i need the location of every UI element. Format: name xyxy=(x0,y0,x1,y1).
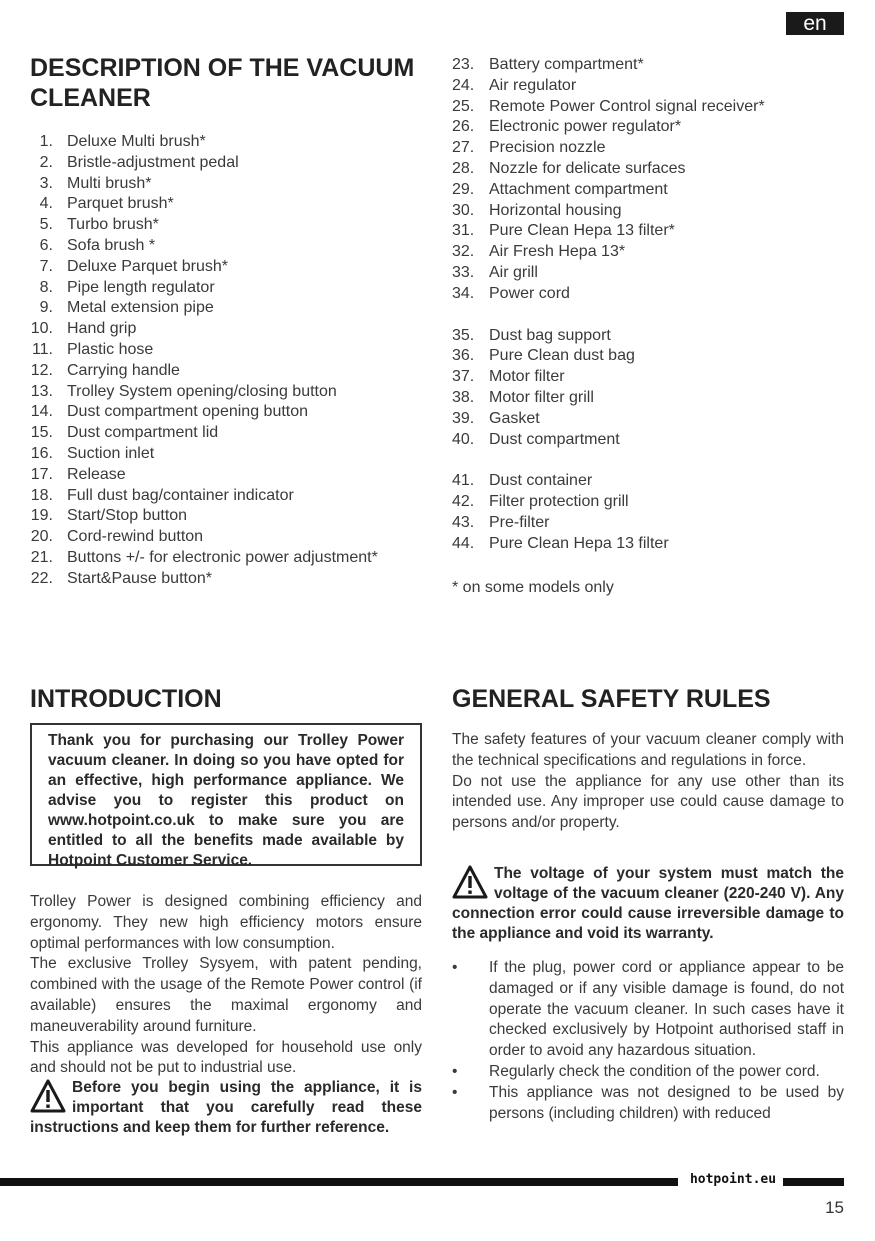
item-label: Dust bag support xyxy=(489,326,611,344)
warning-icon xyxy=(30,1079,66,1113)
list-item xyxy=(452,367,765,388)
intro-warning xyxy=(30,1078,422,1138)
item-number: 9. xyxy=(39,299,53,317)
list-item xyxy=(30,382,378,403)
item-number: 7. xyxy=(39,257,53,275)
list-item xyxy=(452,471,765,492)
bullet-mark: • xyxy=(452,1083,458,1101)
intro-paragraph: The exclusive Trolley Sysyem, with patent pending, combined with the usage of the Remote Power control (if available) ensures the maximal ergonomy and maneuverability around furniture. xyxy=(30,955,422,1035)
safety-body xyxy=(452,730,844,834)
item-label: Multi brush* xyxy=(67,174,152,192)
item-label: Suction inlet xyxy=(67,444,155,462)
item-label: Electronic power regulator* xyxy=(489,118,682,136)
item-number: 43. xyxy=(452,513,475,531)
safety-bullets xyxy=(452,958,844,1124)
list-item xyxy=(30,298,378,319)
item-label: Start&Pause button* xyxy=(67,569,212,587)
models-note: * on some models only xyxy=(452,579,614,596)
item-number: 17. xyxy=(30,465,53,483)
list-item xyxy=(30,132,378,153)
item-number: 30. xyxy=(452,201,475,219)
item-number: 33. xyxy=(452,263,475,281)
item-number: 22. xyxy=(30,569,53,587)
item-number: 41. xyxy=(452,472,475,490)
list-item xyxy=(452,430,765,451)
item-number: 28. xyxy=(452,159,475,177)
item-label: Trolley System opening/closing button xyxy=(67,382,337,400)
item-number: 24. xyxy=(452,76,475,94)
list-item xyxy=(452,346,765,367)
list-item xyxy=(30,527,378,548)
list-item xyxy=(30,486,378,507)
list-item xyxy=(452,180,765,201)
item-number: 32. xyxy=(452,243,475,261)
description-title: DESCRIPTION OF THE VACUUM CLEANER xyxy=(30,54,415,112)
item-number: 6. xyxy=(39,236,53,254)
item-number: 1. xyxy=(39,133,53,150)
bullet-mark: • xyxy=(452,1062,458,1080)
item-number: 16. xyxy=(30,444,53,462)
introduction-title: INTRODUCTION xyxy=(30,685,222,713)
item-number: 19. xyxy=(30,507,53,525)
item-label: Air grill xyxy=(489,263,538,281)
item-number: 8. xyxy=(39,278,53,296)
item-number: 36. xyxy=(452,347,475,365)
list-item xyxy=(452,138,765,159)
item-label: Battery compartment* xyxy=(489,56,644,73)
item-number: 2. xyxy=(39,153,53,171)
item-label: Dust container xyxy=(489,472,593,490)
item-label: Dust compartment xyxy=(489,430,620,448)
list-item xyxy=(452,958,844,1062)
safety-paragraph: The safety features of your vacuum cleaner comply with the technical specifications and regulations in force. xyxy=(452,731,844,769)
item-label: Bristle-adjustment pedal xyxy=(67,153,239,171)
list-item xyxy=(452,117,765,138)
parts-list-left xyxy=(30,132,378,590)
item-number: 34. xyxy=(452,284,475,302)
list-item xyxy=(452,159,765,180)
list-item xyxy=(452,1083,844,1125)
item-number: 31. xyxy=(452,222,475,240)
item-number: 10. xyxy=(30,320,53,338)
item-label: Pre-filter xyxy=(489,513,550,531)
list-item xyxy=(452,55,765,76)
safety-paragraph: Do not use the appliance for any use other than its intended use. Any improper use could cause damage to persons and/or property. xyxy=(452,772,844,832)
list-item xyxy=(452,221,765,242)
safety-rules-title: GENERAL SAFETY RULES xyxy=(452,685,771,713)
item-label: Air regulator xyxy=(489,76,577,94)
list-item xyxy=(30,423,378,444)
item-label: Pure Clean Hepa 13 filter* xyxy=(489,222,675,240)
list-item xyxy=(30,361,378,382)
item-label: Turbo brush* xyxy=(67,216,159,234)
item-label: Parquet brush* xyxy=(67,195,174,213)
item-label: Deluxe Multi brush* xyxy=(67,133,206,150)
item-number: 39. xyxy=(452,409,475,427)
list-item xyxy=(30,569,378,590)
item-label: Motor filter grill xyxy=(489,388,594,406)
brand-logo: hotpoint.eu xyxy=(689,1172,777,1187)
item-label: Start/Stop button xyxy=(67,507,188,525)
list-item xyxy=(452,513,765,534)
list-item xyxy=(30,153,378,174)
list-item xyxy=(30,194,378,215)
voltage-warning xyxy=(452,864,844,944)
list-item xyxy=(452,201,765,222)
item-number: 5. xyxy=(39,216,53,234)
footer-divider xyxy=(0,1178,678,1186)
item-label: Dust compartment lid xyxy=(67,424,219,442)
intro-paragraph: Trolley Power is designed combining efficiency and ergonomy. They new high efficiency motors ensure optimal performances with low consumption. xyxy=(30,893,422,952)
list-item xyxy=(452,534,765,555)
list-item xyxy=(30,402,378,423)
item-number: 14. xyxy=(30,403,53,421)
item-label: Precision nozzle xyxy=(489,139,606,157)
item-label: Horizontal housing xyxy=(489,201,622,219)
item-number: 40. xyxy=(452,430,475,448)
language-tab: en xyxy=(786,12,844,35)
intro-warning-text: Before you begin using the appliance, it is important that you carefully read these instructions and keep them for further reference. xyxy=(30,1079,422,1136)
item-number: 37. xyxy=(452,368,475,386)
list-item xyxy=(30,548,378,569)
bullet-text: This appliance was not designed to be used by persons (including children) with reduced xyxy=(489,1083,844,1122)
item-label: Hand grip xyxy=(67,320,137,338)
item-number: 26. xyxy=(452,118,475,136)
voltage-warning-text: The voltage of your system must match the voltage of the vacuum cleaner (220-240 V). Any connection error could cause irreversible damage to the appliance and void its warranty. xyxy=(452,865,844,942)
item-label: Sofa brush * xyxy=(67,236,156,254)
introduction-body xyxy=(30,892,422,1079)
item-label: Attachment compartment xyxy=(489,180,668,198)
item-label: Air Fresh Hepa 13* xyxy=(489,243,626,261)
item-label: Cord-rewind button xyxy=(67,528,204,546)
item-label: Nozzle for delicate surfaces xyxy=(489,159,686,177)
list-item xyxy=(30,340,378,361)
list-item xyxy=(452,263,765,284)
item-number: 42. xyxy=(452,493,475,511)
list-item xyxy=(30,257,378,278)
list-item xyxy=(30,506,378,527)
bullet-mark: • xyxy=(452,959,458,976)
item-label: Plastic hose xyxy=(67,340,154,358)
list-item xyxy=(452,97,765,118)
item-number: 13. xyxy=(30,382,53,400)
warning-icon xyxy=(452,865,488,899)
item-number: 3. xyxy=(39,174,53,192)
item-label: Dust compartment opening button xyxy=(67,403,309,421)
list-item xyxy=(30,278,378,299)
list-item xyxy=(452,1062,844,1083)
footer-divider xyxy=(783,1178,844,1186)
item-label: Pure Clean Hepa 13 filter xyxy=(489,534,669,552)
bullet-text: Regularly check the condition of the power cord. xyxy=(489,1062,820,1080)
item-label: Motor filter xyxy=(489,368,565,386)
list-item xyxy=(30,319,378,340)
item-number: 11. xyxy=(31,340,53,358)
list-item xyxy=(452,284,765,305)
list-item xyxy=(452,492,765,513)
list-item xyxy=(30,236,378,257)
list-item xyxy=(30,465,378,486)
thank-you-box: Thank you for purchasing our Trolley Power vacuum cleaner. In doing so you have opted for an effective, high performance appliance. We advise you to register this product on www.hotpoint.co.uk to make sure you are entitled to all the benefits made available by Hotpoint Customer Service. xyxy=(30,723,422,866)
item-label: Release xyxy=(67,465,126,483)
item-number: 20. xyxy=(30,528,53,546)
item-number: 23. xyxy=(452,56,475,73)
list-item xyxy=(452,409,765,430)
item-label: Buttons +/- for electronic power adjustment* xyxy=(67,548,378,566)
list-item xyxy=(30,174,378,195)
item-number: 12. xyxy=(30,361,53,379)
item-number: 35. xyxy=(452,326,475,344)
item-number: 25. xyxy=(452,97,475,115)
item-number: 27. xyxy=(452,139,475,157)
list-item xyxy=(452,388,765,409)
item-label: Power cord xyxy=(489,284,570,302)
item-label: Pipe length regulator xyxy=(67,278,215,296)
parts-list-right xyxy=(452,55,765,555)
list-item xyxy=(452,242,765,263)
item-number: 38. xyxy=(452,388,475,406)
list-item xyxy=(30,444,378,465)
item-number: 18. xyxy=(30,486,53,504)
item-number: 4. xyxy=(39,195,53,213)
page-number: 15 xyxy=(825,1198,844,1217)
item-label: Carrying handle xyxy=(67,361,180,379)
intro-paragraph: This appliance was developed for household use only and should not be put to industrial use. xyxy=(30,1038,422,1077)
item-label: Remote Power Control signal receiver* xyxy=(489,97,765,115)
item-label: Full dust bag/container indicator xyxy=(67,486,294,504)
item-number: 21. xyxy=(30,548,53,566)
item-label: Metal extension pipe xyxy=(67,299,214,317)
item-label: Deluxe Parquet brush* xyxy=(67,257,228,275)
item-label: Gasket xyxy=(489,409,540,427)
item-number: 29. xyxy=(452,180,475,198)
list-item xyxy=(452,76,765,97)
list-item xyxy=(452,326,765,347)
list-item xyxy=(30,215,378,236)
item-number: 44. xyxy=(452,534,475,552)
item-number: 15. xyxy=(30,424,53,442)
item-label: Filter protection grill xyxy=(489,493,629,511)
bullet-text: If the plug, power cord or appliance appear to be damaged or if any visible damage is found, do not operate the vacuum cleaner. In such cases have it checked exclusively by Hotpoint authorised staff in order to avoid any hazardous situation. xyxy=(489,959,844,1060)
item-label: Pure Clean dust bag xyxy=(489,347,635,365)
